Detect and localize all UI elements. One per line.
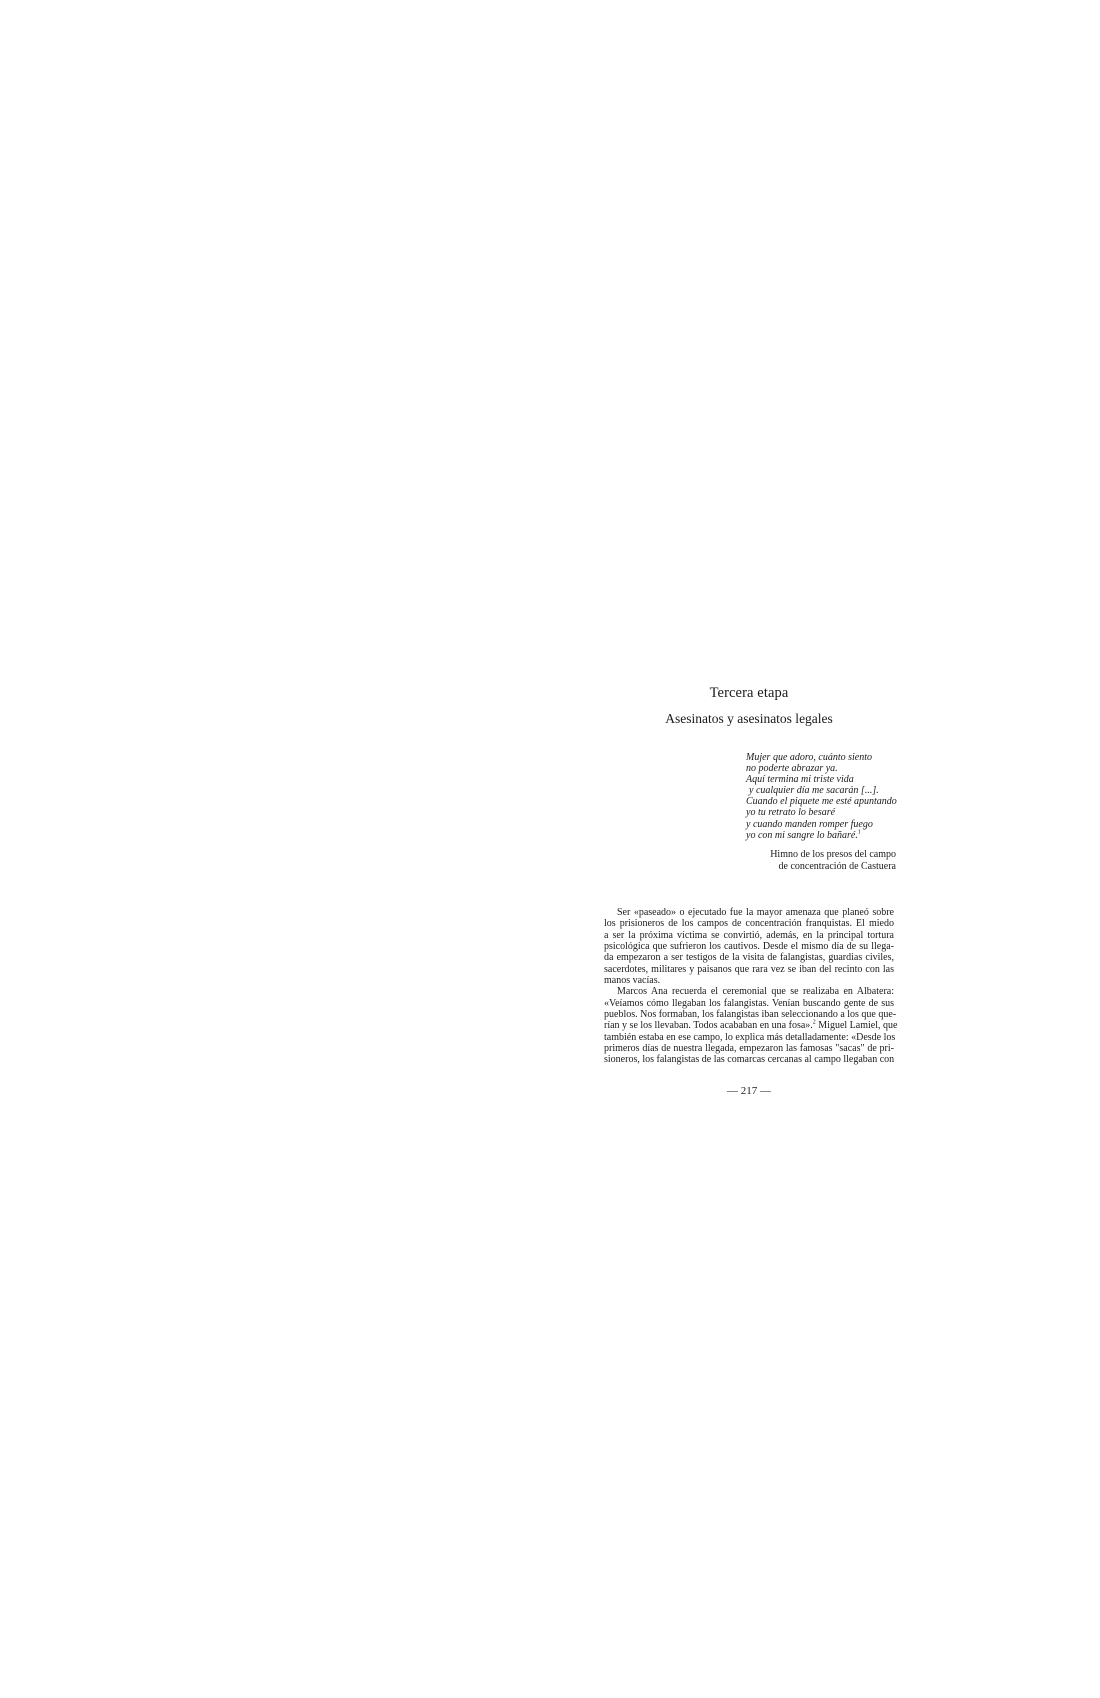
epigraph-line: y cuando manden romper fuego xyxy=(746,818,873,830)
chapter-subtitle: Asesinatos y asesinatos legales xyxy=(665,711,833,726)
body-line: sacerdotes, militares y paisanos que rara vez se iban del recinto con las xyxy=(604,963,894,975)
epigraph-line: Aquí termina mi triste vida xyxy=(746,774,854,786)
epigraph-line: Cuando el piquete me esté apuntando xyxy=(746,796,897,808)
epigraph-source xyxy=(746,849,896,873)
body-line-text: rían y se los llevaban. Todos acababan en una fosa». xyxy=(604,1020,813,1032)
body-line: sioneros, los falangistas de las comarcas cercanas al campo llegaban con xyxy=(604,1054,895,1066)
page-number: — 217 — xyxy=(727,1085,771,1097)
epigraph-last-line xyxy=(746,830,906,841)
epigraph-source-line: Himno de los presos del campo xyxy=(770,849,896,860)
body-line: también estaba en ese campo, lo explica más detalladamente: «Desde los xyxy=(604,1031,896,1043)
chapter-title: Tercera etapa xyxy=(709,685,789,701)
body-line: pueblos. Nos formaban, los falangistas iban seleccionando a los que que- xyxy=(604,1009,897,1021)
body-line: Marcos Ana recuerda el ceremonial que se realizaba en Albatera: xyxy=(617,986,894,998)
body-line: los prisioneros de los campos de concentración franquistas. El miedo xyxy=(604,918,894,930)
body-line: psicológica que sufrieron los cautivos. Desde el mismo día de su llega- xyxy=(604,941,894,953)
footnote-marker: 2 xyxy=(812,1020,816,1027)
body-line-text: Miguel Lamiel, que xyxy=(815,1020,898,1032)
epigraph-poem xyxy=(746,752,906,841)
epigraph-line-text: yo con mi sangre lo bañaré. xyxy=(746,829,858,841)
epigraph-line: no poderte abrazar ya. xyxy=(746,763,838,775)
body-line: «Veíamos cómo llegaban los falangistas. Venían buscando gente de sus xyxy=(604,997,894,1009)
body-line: manos vacías. xyxy=(604,975,661,987)
body-line: primeros días de nuestra llegada, empezaron las famosas "sacas" de pri- xyxy=(604,1043,894,1055)
body-line-with-footnote xyxy=(604,1020,898,1032)
epigraph-line: yo tu retrato lo besaré xyxy=(746,807,836,819)
epigraph-line: y cualquier día me sacarán [...]. xyxy=(749,785,879,797)
body-line: a ser la próxima víctima se convirtió, además, en la principal tortura xyxy=(604,929,894,941)
body-text xyxy=(604,907,898,1066)
epigraph-source-line: de concentración de Castuera xyxy=(778,861,896,873)
body-line: Ser «paseado» o ejecutado fue la mayor amenaza que planeó sobre xyxy=(617,907,894,918)
epigraph-line: Mujer que adoro, cuánto siento xyxy=(746,752,873,763)
body-line: da empezaron a ser testigos de la visita de falangistas, guardias civiles, xyxy=(604,952,894,964)
footnote-marker: 1 xyxy=(857,829,861,836)
